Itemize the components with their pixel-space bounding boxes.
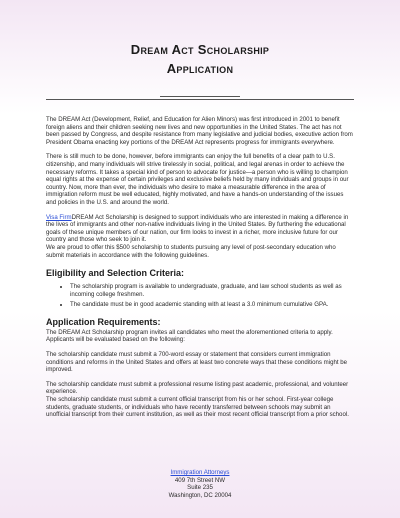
footer-suite: Suite 235 bbox=[187, 484, 213, 492]
requirement-essay: The scholarship candidate must submit a 700-word essay or statement that considers current immigration conditions and reforms in the United States and offers at least two concrete ways that these conditions might be improved. bbox=[46, 351, 348, 374]
title-line-1: Dream Act Scholarship bbox=[130, 42, 270, 57]
eligibility-item: • The scholarship program is available to undergraduate, graduate, and law school students as well as incoming college freshmen. bbox=[70, 283, 354, 298]
footer-city: Washington, DC 20004 bbox=[168, 491, 232, 499]
requirement-resume: The scholarship candidate must submit a professional resume listing past academic, professional, and volunteer experience. bbox=[46, 380, 349, 396]
requirements-heading: Application Requirements: bbox=[46, 316, 161, 327]
eligibility-item: • The candidate must be in good academic standing with at least a 3.0 minimum cumulative GPA. bbox=[70, 301, 354, 309]
page-subtitle bbox=[46, 59, 354, 78]
intro-paragraph-4: We are proud to offer this $500 scholarship to students pursuing any level of post-secondary education who submit materials in accordance with the following guidelines. bbox=[46, 243, 336, 259]
visa-firm-link[interactable]: Visa Firm bbox=[46, 213, 72, 221]
title-line-2: Application bbox=[166, 61, 234, 76]
immigration-attorneys-link[interactable]: Immigration Attorneys bbox=[170, 469, 230, 476]
intro-paragraph-3-text: DREAM Act Scholarship is designed to support individuals who are interested in making a difference in the lives of immigrants and other non-native individuals living in the United States. By furthering the educational goals of these unique members of our nation, our firm looks to invest in a richer, more inclusive future for our country and those who seek to join it. bbox=[46, 213, 349, 244]
footer-street: 409 7th Street NW bbox=[174, 476, 226, 484]
eligibility-heading: Eligibility and Selection Criteria: bbox=[46, 268, 185, 279]
requirements-intro: The DREAM Act Scholarship program invites all candidates who meet the aforementioned criteria to apply. Applicants will be evaluated based on the following: bbox=[46, 328, 333, 344]
requirement-transcript: The scholarship candidate must submit a current official transcript from his or her school. First-year college students, graduate students, or individuals who have recently transferred between schools may submit an unofficial transcript from their current institution, as well as their most recent official transcript from a prior school. bbox=[46, 396, 349, 419]
intro-paragraph-2: There is still much to be done, however, before immigrants can enjoy the full benefits of a clear path to U.S. citizenship, and many individuals will strive tirelessly in social, political, and legal arenas in order to achieve the necessary reforms. It takes a special kind of person to advocate for justice—a person who is willing to champion equal rights at the expense of certain privileges and exclusive beliefs held by many individuals and groups in our country. Now, more than ever, the individuals who desire to make a measurable difference in the area of immigration reform must be well educated, highly motivated, and have a hands-on understanding of the issues and policies in the U.S. and around the world. bbox=[46, 153, 349, 206]
eligibility-list bbox=[46, 283, 354, 309]
page-title bbox=[46, 0, 354, 59]
intro-paragraph-3 bbox=[46, 214, 354, 244]
intro-paragraph-1: The DREAM Act (Development, Relief, and Education for Alien Minors) was first introduced in 2001 to benefit foreign aliens and their children seeking new lives and new opportunities in the United States. The act has not been passed by Congress, and despite resistance from many legislative and judicial bodies, executive action from President Obama enacting key portions of the DREAM Act represents progress for immigrants everywhere. bbox=[46, 116, 353, 146]
footer-address bbox=[0, 469, 400, 499]
title-divider-short bbox=[160, 96, 240, 97]
title-divider-long bbox=[46, 99, 354, 100]
